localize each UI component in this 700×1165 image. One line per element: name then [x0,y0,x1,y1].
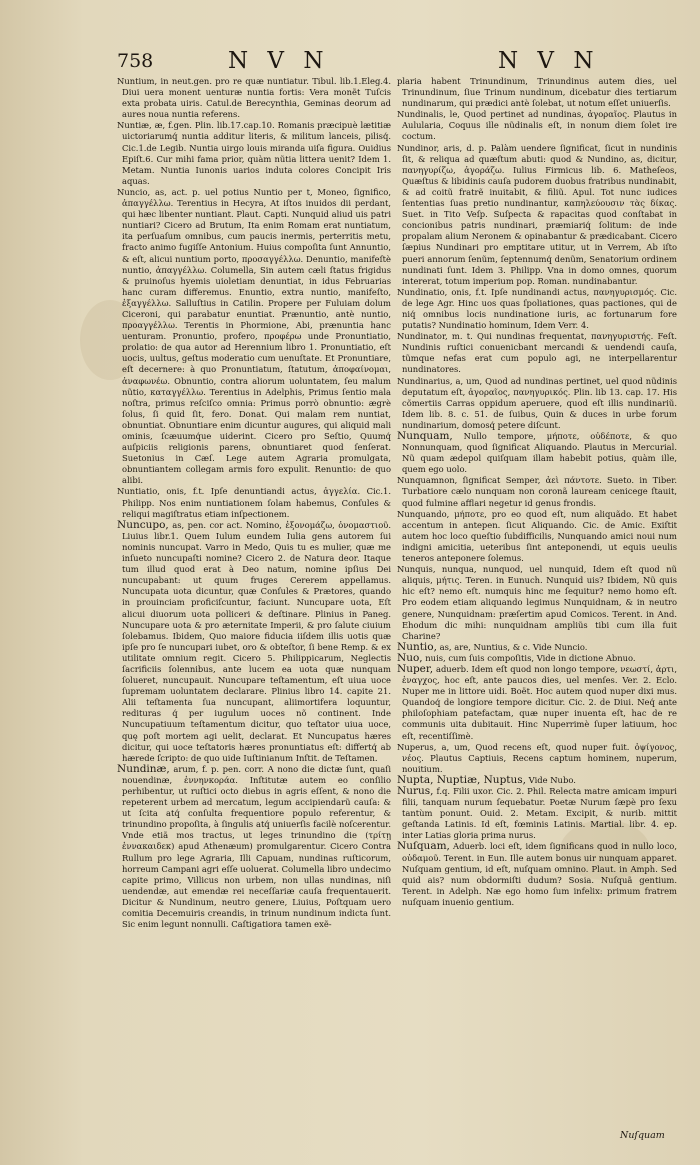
entry-text: Nullo tempore, μήποτε, οὐδέποτε, & quo Nonnunquam, quod ſignificat Aliquando. Plautus in Mercurial. Nũ quam ædepol quiſquam illam habebit potius, quàm ille, quem ego uolo. [402,431,677,475]
entry-text: Nundinator, m. t. Qui nundinas frequentat, πανηγυριστής. Feſt. Nundinis ruſtici conuenicbant mercandi & uendendi cauſa, tũmque nefas erat cum populo agi, ne interpellarentur nundinatores. [397,331,677,375]
entry-text: Nuncio, as, act. p. uel potius Nuntio per t, Moneo, ſignifico, ἀπαγγέλλω. Terentius in Hecyra, At iſtos inuidos dii perdant, qui hæc libenter nuntiant. Plaut. Capti. Nunquid aliud uis patri nuntiari? Cicero ad Brutum, Ita enim Romam erat nuntiatum, ita perſuaſum omnibus, cum paucis inermis, perterritis metu, fracto animo fugiſſe Antonium. Huius compoſita ſunt Annuntio, & eſt, alicui nuntium porto, προσαγγέλλω. Denuntio, manifeſtè nuntio, ἀπαγγέλλω. Columella, Sin autem cæli ſtatus frigidus & pruinoſus hyemis uioletiam denuntiat, in idus Februarias hanc curam differemus. Enuntio, extra nuntio, manifeſto, ἐξαγγέλλω. Salluſtius in Catilin. Propere per Fuluiam dolum Ciceroni, qui parabatur enuntiat. Prænuntio, antè nuntio, προαγγέλλω. Terentis in Phormione, Abi, prænuntia hanc uenturam. Pronuntio, profero, προφέρω unde Pronuntiatio, prolatio: de qua autor ad Herennium libro 1. Pronuntiatio, eſt uocis, uultus, geſtus moderatio cum uenuſtate. Et Pronuntiare, eſt decernere: à quo Pronuntiatum, ſtatutum, ἀποφαίνομαι, ἀναφωνέω. Obnuntio, contra aliorum uoluntatem, ſeu malum nũtio, καταγγέλλω. Terentius in Adelphis, Primus ſentio mala noſtra, primus reſciſco omnia: Primus porrò obnuntio: ægrè ſolus, ſi quid ſit, fero. Donat. Qui malam rem nuntiat, obnuntiat. Obnuntiare enim dicuntur augures, qui aliquid mali ominis, ſcæuumq́ue uiderint. Cicero pro Seſtio, Quumq́ auſpiciis religionis parens, obnuntiaret quod ſenſerat. Suetonius in Cæſ. Lege autem Agraria promulgata, obnuntiantem collegam armis foro expulit. Renuntio: de quo alibi. [117,186,391,486]
entry-text: f.q. Filii uxor. Cic. 2. Phil. Relecta matre amicam impuri filii, tanquam nurum ſequebatur. Poetæ Nurum ſæpè pro ſexu tantùm ponunt. Ouid. 2. Metam. Excipit, & nurib. mittit geſtanda Latinis. Id eſt, fœminis Latinis. Martial. libr. 4. ep. inter Latias gloria prima nurus. [402,786,677,841]
entry-headword: Nurus, [397,785,434,797]
dictionary-entry [397,76,677,109]
dictionary-entry [397,475,677,508]
entry-text: Nundinarius, a, um, Quod ad nundinas pertinet, uel quod nũdinis deputatum eſt, ἀγοραῖος, πανηγυρικός. Plin. lib 13. cap. 17. His cõmertiis Carras oppidum aperuere, quod eſt illis nundinariũ. Idem lib. 8. c. 51. de ſuibus, Quin & duces in urbe forum nundinarium, domosq́ petere diſcunt. [397,375,677,430]
entry-headword: Nundinæ, [117,762,170,775]
dictionary-entry [117,486,391,519]
dictionary-entry [397,642,677,653]
dictionary-entry [397,509,677,564]
dictionary-entry [117,120,391,187]
dictionary-entry [397,331,677,375]
entry-headword: Nuntio, [397,640,437,653]
dictionary-entry [397,786,677,841]
entry-text: Aduerb. loci eſt, idem ſignificans quod in nullo loco, οὐδαμοῦ. Terent. in Eun. Ille autem bonus uir nunquam apparet. Nuſquam gentium, id eſt, nuſquam omnino. Plaut. in Amph. Sed quid ais? num obdormiſti dudum? Sosia. Nuſquã gentium. Terent. in Adelph. Næ ego homo ſum infelix: primum fratrem nuſquam inuenio gentium. [402,841,677,907]
entry-text: as, are, Nuntius, & c. Vide Nuncio. [439,641,588,652]
entry-headword: Nupta, Nuptiæ, Nuptus, [397,773,526,786]
dictionary-entry [397,841,677,908]
dictionary-entry [397,431,677,475]
dictionary-entry [397,775,677,786]
entry-headword: Nuſquam, [397,840,450,853]
entry-text: Nuperus, a, um, Quod recens eſt, quod nuper fuit. ὀψίγονος, νέος. Plautus Captiuis, Recens captum hominem, nuperum, nouitium. [397,741,677,774]
entry-headword: Nuo, [397,651,423,664]
entry-text: Nunquis, nunqua, nunquod, uel nunquid, Idem eſt quod nũ aliquis, μήτις. Teren. in Eunuch. Nunquid uis? Ibidem, Nũ quis hic eſt? nemo eſt. numquis hinc me ſequitur? nemo homo eſt. Pro eodem etiam aliquando legimus Nunquidnam, & in neutro genere, Nunquidnam: præſertim apud Comicos. Terent. in And. Ehodum dic mihi: nunquidnam ampliũs tibi cum illa fuit Charine? [397,564,677,641]
dictionary-entry [397,742,677,775]
entry-text: arum, f. p. pen. corr. A nono die dictæ ſunt, quaſi nouendinæ, ἐννηνκοράα. Inſtitutæ autem eo conſilio perhibentur, ut ruſtici octo diebus in agris eſſent, & nono die repeterent urbem ad mercatum, legum accipiendarũ cauſa: & ut ſcita atq́ conſulta frequentiore populo referentur, & trinundino propoſita, à ſingulis atq́ uniuerſis facilè noſcerentur. Vnde etiã mos tractus, ut leges trinundino die (τρίτῃ ἐννακαιδεκ) apud Athenæum) promulgarentur. Cicero Contra Rullum pro lege Agraria, Illi Capuam, nundinas ruſticorum, horreum Campani agri eſſe uoluerat. Columella libro undecimo capite primo, Villicus non urbem, non ullas nundinas, niſi uendendæ, aut emendæ rei neceſſariæ cauſa frequentauerit. Dicitur & Nundinum, neutro genere, Liuius, Poſtquam uero comitia Decemuiris creandis, in trinum nundinum indicta ſunt. Sic enim legunt nonnulli. Caſtigatiora tamen exẽ- [122,763,391,930]
entry-text: Nunquamnon, ſignificat Semper, ἀεὶ πάντοτε. Sueto. in Tiber. Turbatiore cælo nunquam non coronã lauream cenicege ſtauit, quod fulmine afflari negetur id genus frondis. [397,475,677,508]
dictionary-entry [397,653,677,664]
entry-text: Nuntium, in neut.gen. pro re quæ nuntiatur. Tibul. lib.1.Eleg.4. Diui uera monent uenturæ nuntia fortis: Vera monẽt Tuſcis exta probata uiris. Catul.de Berecynthia, Geminas deorum ad aures noua nuntia referens. [117,76,391,120]
entry-text: Nunquando, μήποτε, pro eo quod eſt, num aliquãdo. Et habet accentum in antepen. ſicut Aliquando. Cic. de Amic. Exiſtit autem hoc loco queſtio ſubdifficilis, Nunquando amici noui num indigni amicitia, ueteribus ſint anteponendi, ut equis ueulis teneros anteponere ſolemus. [397,508,677,564]
entry-text: nuis, cum ſuis compoſitis, Vide in dictione Abnuo. [425,652,636,663]
entry-headword: Nuper, [397,662,434,675]
entry-text: Nuntiæ, æ, f.gen. Plin. lib.17.cap.10. Romanis præcipuè lætitiæ uictoriarumq́ nuntia additur literis, & militum lanceis, pilisq́. Cic.1.de Legib. Nuntia uirgo louis miranda uiſa figura. Ouidius Epiſt.6. Cur mihi fama prior, quàm nũtia littera uenit? Idem 1. Metam. Nuntia Iunonis uarios induta colores Concipit Iris aquas. [117,120,391,186]
entry-headword: Nunquam, [397,430,453,442]
catchword: Nuſquam [620,1130,665,1141]
dictionary-entry [397,664,677,742]
dictionary-entry [397,376,677,431]
page-number: 758 [117,50,154,72]
entry-text: Nundinatio, onis, f.t. Ipſe nundinandi actus, πανηγυρισμός. Cic. de lege Agr. Hinc uos quas ſpoliationes, quas pactiones, qui de niq́ omnibus locis nundinatione iuris, ac fortunarum fore putatis? Nundinatio hominum, Idem Verr. 4. [397,286,677,331]
right-column [397,76,677,1106]
dictionary-entry [117,76,391,120]
running-head-right: N V N [498,48,600,74]
dictionary-entry [397,143,677,287]
entry-text: Nundinor, aris, d. p. Palàm uendere ſignificat, ſicut in nundinis ſit, & reliqua ad quæſtum abuti: quod & Nundino, as, dicitur, πανηγυρίζω, ἀγοράζω. Iulius Firmicus lib. 6. Matheſeos, Quæſtus & libidinis cauſa pudorem duobus fratribus nundinabit, & ad coitũ fratrẽ inuitabit, & filiũ. Apul. Tot nunc iudices ſententias ſuas pretio nundinantur, καπηλεύουσιν τὰς δίκας. Suet. in Tito Veſp. Suſpecta & rapacitas quod conſtabat in concionibus patris nundinari, præmiariq́ ſolitum: de inde propalam alium Neronem & opinabantur & prædicabant. Cicero ſæpius Nundinari pro emptitare utitur, ut in Verrem, Ab iſto pueri annorum ſenũm, ſeptennumq́ denũm, Senatorium ordinem nundinati ſunt. Idem 3. Philipp. Vna in domo omnes, quorum intererat, totum imperium pop. Roman. nundinabantur. [397,142,677,286]
entry-text: as, pen. cor act. Nomino, ἐξονομάζω, ὀνομαστιοῦ. Liuius libr.1. Quem Iulum eundem Iulia gens autorem ſui nominis nuncupat. Varro in Medo, Quis tu es mulier, quæ me inſueto nuncupaſti nomine? Cicero 2. de Natura deor. Itaque tum illud quod erat à Deo natum, nomine ipſius Dei nuncupabant: ut quum fruges Cererem appellamus. Nuncupata uota dicuntur, quæ Conſules & Prætores, quando in prouinciam proficiſcuntur, faciunt. Nuncupare uota, Eſt alicui diuorum uota polliceri & deſtinare. Plinius in Paneg. Nuncupare uota & pro æternitate Imperii, & pro ſalute ciuium ſolebamus. Ibidem, Quo maiore fiducia iiſdem illis uotis quæ ipſe pro ſe nuncupari iubet, oro & obteſtor, ſi bene Remp. & ex utilitate omnium regit. Cicero 5. Philippicarum, Neglectis ſacrificiis ſolennibus, ante lucem ea uota quæ nunquam ſolueret, nuncupauit. Nuncupare teſtamentum, eſt uiua uoce ſupremam uoluntatem declarare. Plinius libro 14. capite 21. Alii teſtamenta ſua nuncupant, aliimortifera loquuntur, redituras q́ per iugulum uoces nõ continent. Inde Nuncupatiuum teſtamentum dicitur, quo teſtator uiua uoce, quę poſt mortem agi uelit, declarat. Et Nuncupatus hæres dicitur, qui uoce teſtatoris hæres pronuntiatus eſt: differtq́ ab hærede ſcripto: de quo uide Iuſtinianum Inſtit. de Teſtamen. [122,519,391,763]
dictionary-entry [397,564,677,642]
entry-text: plaria habent Trinundinum, Trinundinus autem dies, uel Trinundinum, ſiue Trinum nundinum, dicebatur dies tertiarum nundinarum, qui prædici antè ſolebat, ut notum eſſet uniuerſis. [397,76,677,109]
entry-headword: Nuncupo, [117,518,169,531]
entry-text: Nuntiatio, onis, f.t. Ipſe denuntiandi actus, ἀγγελία. Cic.1. Philipp. Nos enim nuntiationem ſolam habemus, Conſules & reliqui magiſtratus etiam inſpectionem. [117,486,391,519]
running-head-left: N V N [228,48,330,74]
dictionary-entry [397,109,677,142]
dictionary-entry [117,764,391,930]
entry-text: Nundinalis, le, Quod pertinet ad nundinas, ἀγοραῖος. Plautus in Aulularia, Coquus ille nũdinalis eſt, in nonum diem ſolet ire coctum. [397,109,677,142]
entry-text: aduerb. Idem eſt quod non longo tempore, νεωστί, ἀρτι, ἐναγχος, hoc eſt, ante paucos dies, uel menſes. Ver. 2. Eclo. Nuper me in littore uidi. Boët. Hoc autem quod nuper dixi mus. Quandoq́ de longiore tempore dicitur. Cic. 2. de Diui. Neq́ ante philoſophiam patefactam, quæ nuper inuenta eſt, hac de re communis uita dubitauit. Hinc Nuperrimè ſuper latiuum, hoc eſt, recentiſſimè. [402,663,677,741]
left-column [117,76,391,1116]
entry-text: Vide Nubo. [528,774,576,785]
dictionary-entry [117,187,391,487]
dictionary-entry [397,287,677,331]
dictionary-entry [117,520,391,764]
